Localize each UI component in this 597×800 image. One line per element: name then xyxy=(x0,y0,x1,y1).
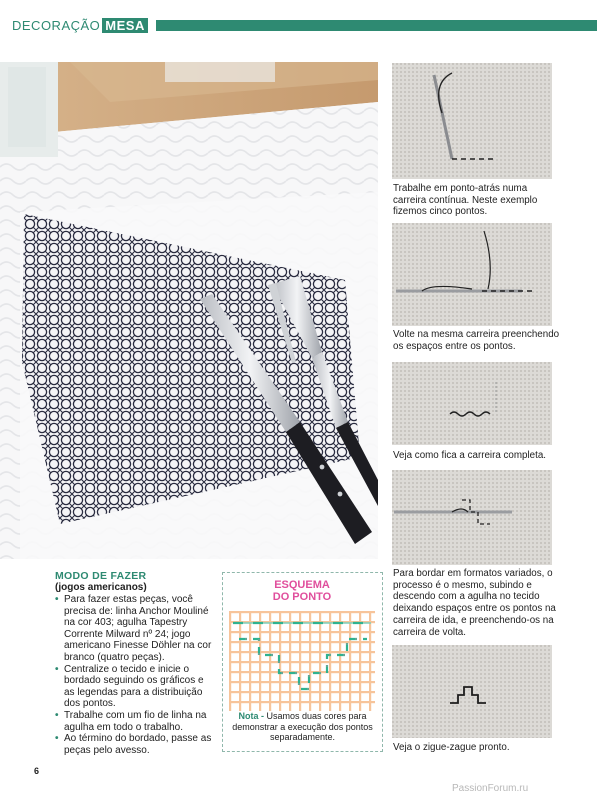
note-label: Nota - xyxy=(238,711,264,721)
step-3-caption: Veja como fica a carreira completa. xyxy=(393,450,547,461)
step-5-caption: Veja o zigue-zague pronto. xyxy=(393,742,510,753)
stitch-diagram xyxy=(229,611,375,716)
step-4-caption: Para bordar em formatos variados, o processo é o mesmo, subindo e descendo com a agulha no tecido deixando espaços entre os pontos na carreira de ida, e preenchendo-os na carreira de volta. xyxy=(393,568,556,638)
watermark: PassionForum.ru xyxy=(452,783,529,794)
schema-title: ESQUEMA DO PONTO xyxy=(272,579,332,603)
main-photo-placemat xyxy=(0,62,378,559)
step-2-caption: Volte na mesma carreira preenchendo os espaços entre os pontos. xyxy=(393,329,560,352)
page-number: 6 xyxy=(34,766,40,776)
step-1-caption: Trabalhe em ponto-atrás numa carreira contínua. Neste exemplo fizemos cinco pontos. xyxy=(393,183,538,218)
list-item: • Centralize o tecido e inicie o bordado seguindo os gráficos e as legendas para a distribuição dos pontos. xyxy=(55,663,204,710)
instructions-list xyxy=(55,594,215,756)
step-2-photo xyxy=(392,223,552,326)
list-item: • Ao término do bordado, passe as peças pelo avesso. xyxy=(55,733,212,756)
instructions-subtitle: (jogos americanos) xyxy=(55,582,147,593)
instructions-block xyxy=(55,570,215,756)
instructions-title: MODO DE FAZER xyxy=(55,570,147,582)
section-title: DECORAÇÃO xyxy=(12,18,101,33)
list-item: • Trabalhe com um fio de linha na agulha em todo o trabalho. xyxy=(55,709,207,733)
schema-note xyxy=(226,711,379,743)
step-3-photo xyxy=(392,362,552,445)
step-1-photo xyxy=(392,63,552,179)
header-tab xyxy=(0,16,156,35)
page-header xyxy=(0,0,597,36)
subsection-title: MESA xyxy=(102,18,148,33)
note-text: Usamos duas cores para demonstrar a execução dos pontos separadamente. xyxy=(232,711,373,742)
step-5-photo xyxy=(392,645,552,738)
step-4-photo xyxy=(392,470,552,565)
list-item: • Para fazer estas peças, você precisa de: linha Anchor Mouliné na cor 403; agulha Tapestry Corrente Milward nº 24; jogo americano Finesse Döhler na cor branco (quatro peças). xyxy=(55,594,212,663)
